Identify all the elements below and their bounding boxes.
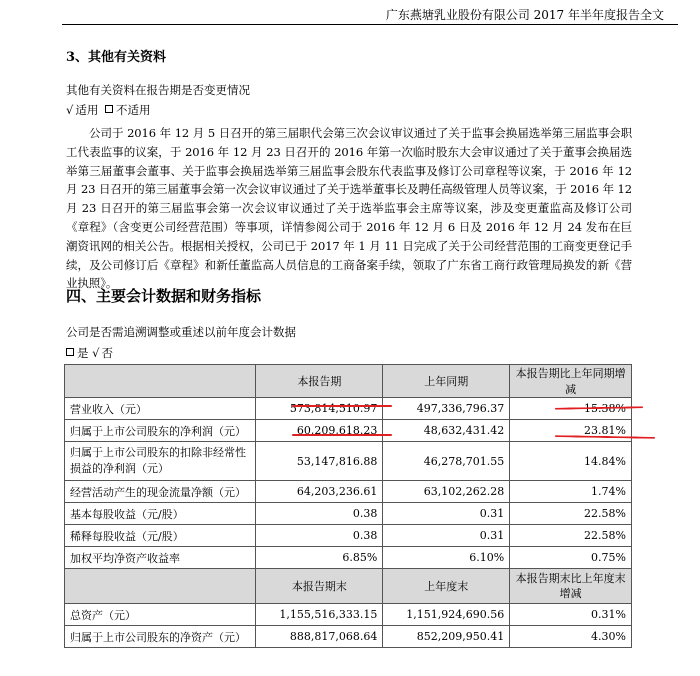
value-cell: 1,155,516,333.15 — [256, 604, 383, 626]
value-cell: 0.38 — [256, 503, 383, 525]
value-cell: 852,209,950.41 — [383, 626, 510, 648]
red-underline-annotation — [292, 434, 392, 436]
applicable-label: 适用 — [75, 103, 99, 117]
section4-options — [66, 345, 113, 361]
value-cell: 64,203,236.61 — [256, 481, 383, 503]
header-cell: 本报告期末比上年度末增减 — [510, 569, 632, 604]
change-cell: 23.81% — [510, 420, 632, 442]
value-cell: 0.31 — [383, 525, 510, 547]
change-cell: 22.58% — [510, 525, 632, 547]
table-row — [65, 442, 632, 481]
row-label: 归属于上市公司股东的净利润（元） — [65, 420, 256, 442]
header-cell: 本报告期比上年同期增减 — [510, 365, 632, 398]
value-cell: 1,151,924,690.56 — [383, 604, 510, 626]
checkbox-icon — [105, 105, 113, 113]
value-cell: 888,817,068.64 — [256, 626, 383, 648]
value-cell: 63,102,262.28 — [383, 481, 510, 503]
header-cell: 上年度末 — [383, 569, 510, 604]
row-label: 总资产（元） — [65, 604, 256, 626]
row-label: 归属于上市公司股东的净资产（元） — [65, 626, 256, 648]
value-cell: 48,632,431.42 — [383, 420, 510, 442]
section4-title: 四、主要会计数据和财务指标 — [66, 287, 262, 305]
check-mark-icon: √ — [92, 346, 100, 360]
check-mark-icon: √ — [66, 103, 74, 117]
table-row — [65, 398, 632, 420]
value-cell: 53,147,816.88 — [256, 442, 383, 481]
no-label: 否 — [101, 346, 113, 360]
table-row — [65, 604, 632, 626]
value-cell: 497,336,796.37 — [383, 398, 510, 420]
change-cell: 22.58% — [510, 503, 632, 525]
section3-title: 3、其他有关资料 — [66, 50, 167, 65]
table-header-row — [65, 365, 632, 398]
table-row — [65, 626, 632, 648]
header-rule — [62, 24, 678, 25]
not-applicable-label: 不适用 — [115, 103, 151, 117]
value-cell: 6.85% — [256, 547, 383, 569]
change-cell: 14.84% — [510, 442, 632, 481]
change-cell: 4.30% — [510, 626, 632, 648]
table-row — [65, 420, 632, 442]
value-cell: 60,209,618.23 — [256, 420, 383, 442]
header-cell: 本报告期 — [256, 365, 383, 398]
value-cell: 573,814,510.97 — [256, 398, 383, 420]
row-label: 稀释每股收益（元/股） — [65, 525, 256, 547]
value-cell: 0.38 — [256, 525, 383, 547]
value-cell: 6.10% — [383, 547, 510, 569]
row-label: 经营活动产生的现金流量净额（元） — [65, 481, 256, 503]
red-underline-annotation — [292, 405, 392, 407]
table-row — [65, 547, 632, 569]
change-cell: 0.75% — [510, 547, 632, 569]
row-label: 基本每股收益（元/股） — [65, 503, 256, 525]
header-cell: 本报告期末 — [256, 569, 383, 604]
yes-label: 是 — [77, 346, 89, 360]
row-label: 加权平均净资产收益率 — [65, 547, 256, 569]
header-cell — [65, 569, 256, 604]
section3-question: 其他有关资料在报告期是否变更情况 — [66, 83, 250, 97]
value-cell: 0.31 — [383, 503, 510, 525]
section3-paragraph: 公司于 2016 年 12 月 5 日召开的第三届职代会第三次会议审议通过了关于监事会换届选举第三届监事会职工代表监事的议案，于 2016 年 12 月 23 日召开的 2016 年第一次临时股东大会审议通过了关于董事会换届选举第三届董事会董事、关于监事会换届选举第三届监事会股东代表监事及修订公司章程等议案，于 2016 年 12 月 23 日召开的第三届董事会第一次会议审议通过了关于选举董事长及聘任高级管理人员等议案，于 2016 年 12 月 23 日召开的第三届监事会第一次会议审议通过了关于选举监事会主席等议案，涉及变更董监高及修订公司《章程》（含变更公司经营范围）等事项，详情参阅公司于 2016 年 12 月 6 日及 2016 年 12 月 24 发布在巨潮资讯网的相关公告。根据相关授权，公司已于 2017 年 1 月 11 日完成了关于公司经营范围的工商变更登记手续，及公司修订后《章程》和新任董监高人员信息的工商备案手续，领取了广东省工商行政管理局换发的新《营业执照》。 — [66, 126, 632, 291]
change-cell: 15.38% — [510, 398, 632, 420]
table-row — [65, 481, 632, 503]
change-cell: 0.31% — [510, 604, 632, 626]
header-cell: 上年同期 — [383, 365, 510, 398]
checkbox-icon — [66, 348, 74, 356]
row-label: 营业收入（元） — [65, 398, 256, 420]
row-label: 归属于上市公司股东的扣除非经常性损益的净利润（元） — [65, 442, 256, 481]
section3-options — [66, 102, 150, 118]
change-cell: 1.74% — [510, 481, 632, 503]
table-row — [65, 525, 632, 547]
header-cell — [65, 365, 256, 398]
table-header-row — [65, 569, 632, 604]
table-row — [65, 503, 632, 525]
value-cell: 46,278,701.55 — [383, 442, 510, 481]
section4-question: 公司是否需追溯调整或重述以前年度会计数据 — [66, 325, 296, 339]
report-header-title: 广东燕塘乳业股份有限公司 2017 年半年度报告全文 — [385, 8, 664, 22]
